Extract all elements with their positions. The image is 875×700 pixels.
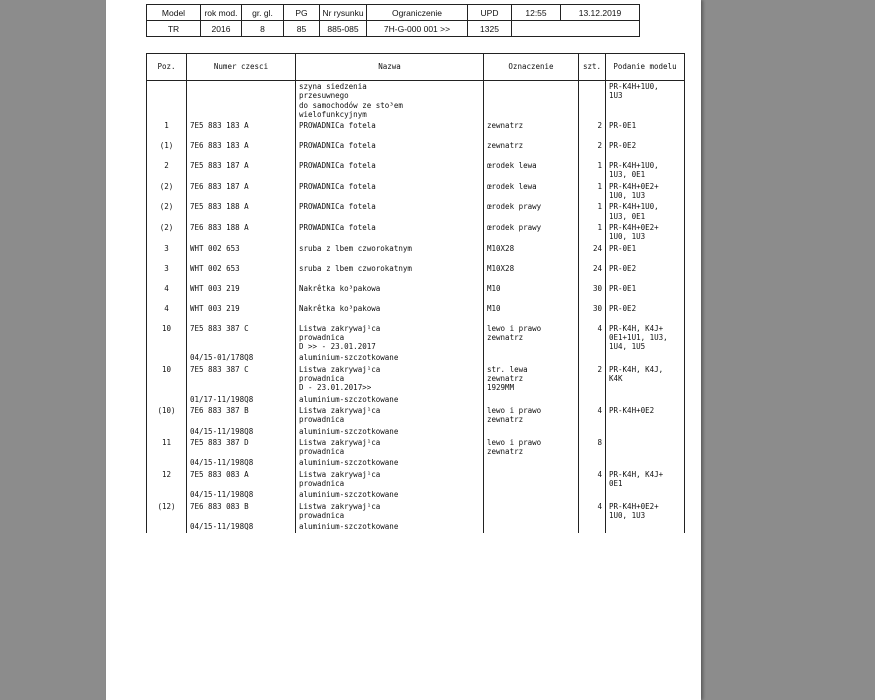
cell-part: 7E5 883 387 D <box>187 437 296 458</box>
table-row <box>147 81 685 121</box>
table-row <box>147 263 685 283</box>
cell-part: 04/15-01/178Q8 <box>187 352 296 363</box>
table-row <box>147 521 685 532</box>
upd-value: 1325 <box>468 21 512 37</box>
table-row <box>147 222 685 243</box>
cell-designation: str. lewa zewnatrz 1929MM <box>484 364 579 394</box>
cell-designation <box>484 489 579 500</box>
col-qty: szt. <box>579 54 606 81</box>
cell-model: PR-0E1 <box>606 243 685 263</box>
cell-designation <box>484 394 579 405</box>
cell-designation <box>484 352 579 363</box>
cell-model: PR-K4H, K4J, K4K <box>606 364 685 394</box>
cell-name: szyna siedzenia przesuwnego do samochodów ze sto³em wielofunkcyjnym <box>296 81 484 121</box>
cell-designation: œrodek lewa <box>484 181 579 202</box>
table-row <box>147 352 685 363</box>
table-row <box>147 426 685 437</box>
cell-designation: lewo i prawo zewnatrz <box>484 437 579 458</box>
cell-name: sruba z lbem czworokatnym <box>296 263 484 283</box>
cell-qty: 1 <box>579 222 606 243</box>
cell-pos <box>147 352 187 363</box>
cell-pos: (2) <box>147 201 187 222</box>
cell-designation: œrodek lewa <box>484 160 579 181</box>
table-row <box>147 489 685 500</box>
cell-part: 04/15-11/198Q8 <box>187 457 296 468</box>
cell-name: Listwa zakrywaj¹ca prowadnica D - 23.01.2017>> <box>296 364 484 394</box>
table-row <box>147 394 685 405</box>
cell-qty: 2 <box>579 120 606 140</box>
cell-pos: (12) <box>147 501 187 522</box>
col-name: Nazwa <box>296 54 484 81</box>
cell-model: PR-K4H+0E2+ 1U0, 1U3 <box>606 501 685 522</box>
cell-part: WHT 003 219 <box>187 303 296 323</box>
cell-name: aluminium-szczotkowane <box>296 457 484 468</box>
cell-qty: 4 <box>579 405 606 426</box>
group-value: 8 <box>242 21 284 37</box>
cell-designation: lewo i prawo zewnatrz <box>484 323 579 353</box>
cell-qty: 24 <box>579 243 606 263</box>
cell-model <box>606 352 685 363</box>
table-row <box>147 181 685 202</box>
cell-pos: 10 <box>147 323 187 353</box>
table-row <box>147 140 685 160</box>
cell-part: WHT 002 653 <box>187 263 296 283</box>
table-row <box>147 283 685 303</box>
cell-pos: (2) <box>147 222 187 243</box>
cell-model <box>606 437 685 458</box>
cell-model: PR-0E1 <box>606 283 685 303</box>
cell-pos: 3 <box>147 263 187 283</box>
col-designation: Oznaczenie <box>484 54 579 81</box>
cell-model: PR-K4H+0E2+ 1U0, 1U3 <box>606 222 685 243</box>
cell-part: 04/15-11/198Q8 <box>187 489 296 500</box>
cell-designation <box>484 469 579 490</box>
cell-name: PROWADNICa fotela <box>296 181 484 202</box>
cell-name: Listwa zakrywaj¹ca prowadnica <box>296 437 484 458</box>
cell-pos <box>147 394 187 405</box>
restriction-label: Ograniczenie <box>367 5 468 21</box>
cell-designation: M10X28 <box>484 263 579 283</box>
cell-name: aluminium-szczotkowane <box>296 352 484 363</box>
cell-designation: zewnatrz <box>484 120 579 140</box>
cell-designation: M10X28 <box>484 243 579 263</box>
cell-name: aluminium-szczotkowane <box>296 426 484 437</box>
cell-name: sruba z lbem czworokatnym <box>296 243 484 263</box>
cell-qty: 24 <box>579 263 606 283</box>
cell-model <box>606 521 685 532</box>
cell-model: PR-K4H, K4J+ 0E1+1U1, 1U3, 1U4, 1U5 <box>606 323 685 353</box>
cell-designation <box>484 426 579 437</box>
cell-name: Listwa zakrywaj¹ca prowadnica <box>296 405 484 426</box>
cell-part: 7E5 883 387 C <box>187 323 296 353</box>
table-row <box>147 303 685 323</box>
cell-designation: lewo i prawo zewnatrz <box>484 405 579 426</box>
cell-model <box>606 426 685 437</box>
group-label: gr. gl. <box>242 5 284 21</box>
col-part: Numer czesci <box>187 54 296 81</box>
drawing-value: 885-085 <box>320 21 367 37</box>
cell-pos: 11 <box>147 437 187 458</box>
cell-name: Listwa zakrywaj¹ca prowadnica <box>296 501 484 522</box>
cell-model: PR-K4H+1U0, 1U3, 0E1 <box>606 160 685 181</box>
time-value: 12:55 <box>512 5 561 21</box>
cell-name: aluminium-szczotkowane <box>296 489 484 500</box>
cell-model: PR-K4H, K4J+ 0E1 <box>606 469 685 490</box>
cell-designation: M10 <box>484 303 579 323</box>
cell-part: 7E6 883 187 A <box>187 181 296 202</box>
year-label: rok mod. <box>201 5 242 21</box>
table-row <box>147 243 685 263</box>
cell-part: WHT 003 219 <box>187 283 296 303</box>
cell-name: aluminium-szczotkowane <box>296 521 484 532</box>
cell-part: 7E5 883 188 A <box>187 201 296 222</box>
cell-pos <box>147 521 187 532</box>
cell-qty: 4 <box>579 501 606 522</box>
cell-qty <box>579 81 606 121</box>
cell-qty: 2 <box>579 140 606 160</box>
cell-qty <box>579 489 606 500</box>
cell-part: 7E5 883 187 A <box>187 160 296 181</box>
table-row <box>147 201 685 222</box>
drawing-label: Nr rysunku <box>320 5 367 21</box>
cell-name: aluminium-szczotkowane <box>296 394 484 405</box>
cell-part: 7E6 883 387 B <box>187 405 296 426</box>
header-table <box>146 4 640 37</box>
cell-part: 7E6 883 188 A <box>187 222 296 243</box>
cell-qty: 1 <box>579 201 606 222</box>
cell-pos: 4 <box>147 283 187 303</box>
cell-part: 7E6 883 083 B <box>187 501 296 522</box>
cell-model: PR-0E1 <box>606 120 685 140</box>
cell-designation <box>484 81 579 121</box>
cell-designation <box>484 521 579 532</box>
pg-label: PG <box>284 5 320 21</box>
cell-model <box>606 489 685 500</box>
pg-value: 85 <box>284 21 320 37</box>
table-row <box>147 437 685 458</box>
model-label: Model <box>147 5 201 21</box>
cell-part: 7E5 883 083 A <box>187 469 296 490</box>
blank-cell <box>512 21 640 37</box>
cell-qty: 2 <box>579 364 606 394</box>
table-row <box>147 160 685 181</box>
table-body <box>147 81 685 533</box>
col-model: Podanie modelu <box>606 54 685 81</box>
cell-model: PR-0E2 <box>606 263 685 283</box>
cell-designation <box>484 457 579 468</box>
model-value: TR <box>147 21 201 37</box>
cell-pos <box>147 426 187 437</box>
cell-name: PROWADNICa fotela <box>296 120 484 140</box>
cell-name: Nakrêtka ko³pakowa <box>296 283 484 303</box>
cell-model: PR-0E2 <box>606 303 685 323</box>
cell-name: Listwa zakrywaj¹ca prowadnica <box>296 469 484 490</box>
parts-table <box>146 53 685 533</box>
cell-pos: 4 <box>147 303 187 323</box>
cell-part: WHT 002 653 <box>187 243 296 263</box>
cell-pos: (2) <box>147 181 187 202</box>
cell-model: PR-K4H+0E2 <box>606 405 685 426</box>
cell-name: PROWADNICa fotela <box>296 222 484 243</box>
cell-qty: 1 <box>579 160 606 181</box>
cell-pos: 10 <box>147 364 187 394</box>
cell-qty: 1 <box>579 181 606 202</box>
cell-qty: 30 <box>579 283 606 303</box>
table-row <box>147 469 685 490</box>
cell-part: 04/15-11/198Q8 <box>187 426 296 437</box>
table-row <box>147 405 685 426</box>
cell-qty: 30 <box>579 303 606 323</box>
cell-qty <box>579 352 606 363</box>
cell-part: 01/17-11/198Q8 <box>187 394 296 405</box>
cell-model: PR-K4H+1U0, 1U3 <box>606 81 685 121</box>
cell-pos <box>147 457 187 468</box>
cell-model: PR-K4H+1U0, 1U3, 0E1 <box>606 201 685 222</box>
cell-qty <box>579 457 606 468</box>
cell-pos: (10) <box>147 405 187 426</box>
upd-label: UPD <box>468 5 512 21</box>
table-row <box>147 120 685 140</box>
cell-designation: œrodek prawy <box>484 201 579 222</box>
cell-part: 7E6 883 183 A <box>187 140 296 160</box>
col-pos: Poz. <box>147 54 187 81</box>
date-value: 13.12.2019 <box>561 5 640 21</box>
cell-designation: œrodek prawy <box>484 222 579 243</box>
cell-model: PR-0E2 <box>606 140 685 160</box>
cell-qty: 4 <box>579 323 606 353</box>
cell-name: PROWADNICa fotela <box>296 140 484 160</box>
year-value: 2016 <box>201 21 242 37</box>
cell-qty <box>579 394 606 405</box>
table-row <box>147 364 685 394</box>
document-page <box>106 0 701 700</box>
cell-model <box>606 394 685 405</box>
cell-model: PR-K4H+0E2+ 1U0, 1U3 <box>606 181 685 202</box>
cell-pos: 2 <box>147 160 187 181</box>
cell-qty <box>579 521 606 532</box>
cell-name: Nakrêtka ko³pakowa <box>296 303 484 323</box>
cell-part <box>187 81 296 121</box>
cell-pos <box>147 81 187 121</box>
cell-designation: zewnatrz <box>484 140 579 160</box>
cell-designation: M10 <box>484 283 579 303</box>
cell-name: PROWADNICa fotela <box>296 201 484 222</box>
cell-pos: 1 <box>147 120 187 140</box>
cell-qty: 8 <box>579 437 606 458</box>
restriction-value: 7H-G-000 001 >> <box>367 21 468 37</box>
cell-pos: 12 <box>147 469 187 490</box>
cell-pos: 3 <box>147 243 187 263</box>
cell-part: 7E5 883 183 A <box>187 120 296 140</box>
cell-part: 7E5 883 387 C <box>187 364 296 394</box>
cell-pos <box>147 489 187 500</box>
cell-designation <box>484 501 579 522</box>
cell-name: PROWADNICa fotela <box>296 160 484 181</box>
cell-model <box>606 457 685 468</box>
table-row <box>147 501 685 522</box>
cell-name: Listwa zakrywaj¹ca prowadnica D >> - 23.01.2017 <box>296 323 484 353</box>
table-row <box>147 457 685 468</box>
cell-qty: 4 <box>579 469 606 490</box>
cell-part: 04/15-11/198Q8 <box>187 521 296 532</box>
cell-qty <box>579 426 606 437</box>
cell-pos: (1) <box>147 140 187 160</box>
table-row <box>147 323 685 353</box>
